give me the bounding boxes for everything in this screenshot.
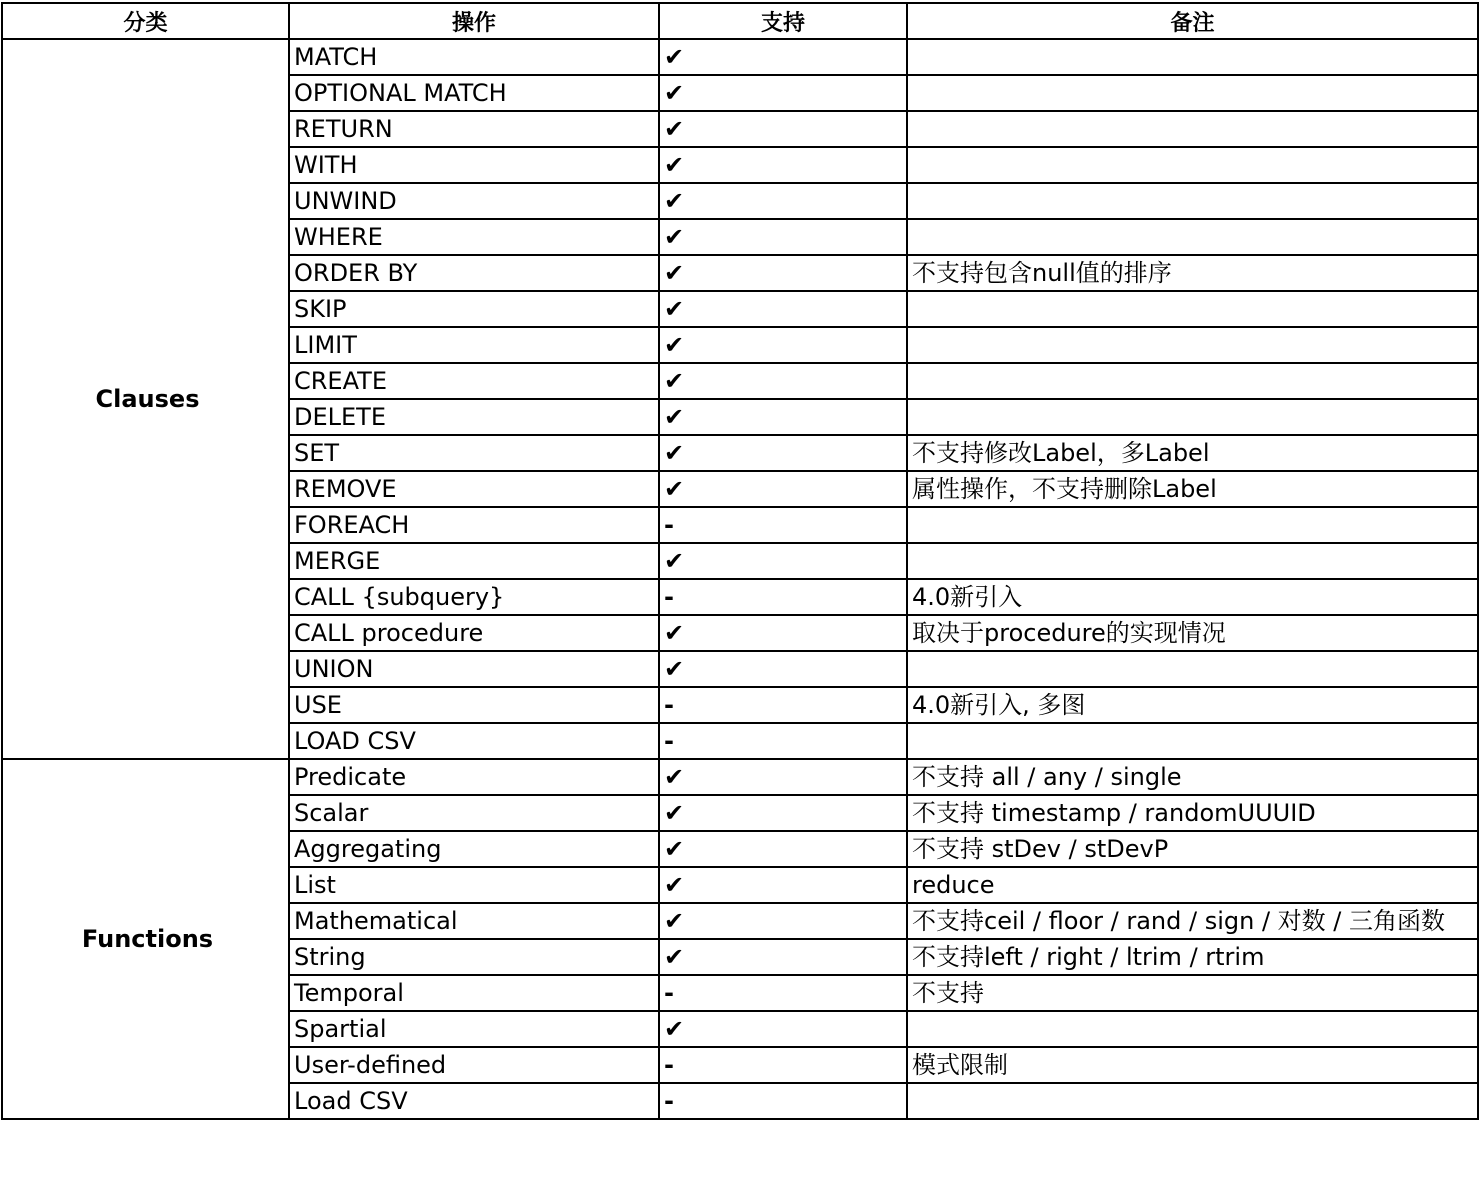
note-cell bbox=[907, 543, 1478, 579]
note-cell bbox=[907, 327, 1478, 363]
operation-cell: UNION bbox=[289, 651, 659, 687]
header-notes: 备注 bbox=[907, 3, 1478, 39]
header-category: 分类 bbox=[2, 3, 289, 39]
operation-cell: REMOVE bbox=[289, 471, 659, 507]
operation-cell: CALL procedure bbox=[289, 615, 659, 651]
note-cell bbox=[907, 75, 1478, 111]
operation-cell: Temporal bbox=[289, 975, 659, 1011]
note-cell bbox=[907, 507, 1478, 543]
table-row bbox=[2, 759, 1478, 795]
support-cell: ✔ bbox=[659, 939, 907, 975]
support-cell: ✔ bbox=[659, 255, 907, 291]
support-cell: ✔ bbox=[659, 471, 907, 507]
support-cell: ✔ bbox=[659, 399, 907, 435]
support-cell: ✔ bbox=[659, 111, 907, 147]
operation-cell: LOAD CSV bbox=[289, 723, 659, 759]
operation-cell: ORDER BY bbox=[289, 255, 659, 291]
operation-cell: SKIP bbox=[289, 291, 659, 327]
support-cell: ✔ bbox=[659, 651, 907, 687]
table-row bbox=[2, 39, 1478, 75]
note-cell bbox=[907, 723, 1478, 759]
note-cell bbox=[907, 219, 1478, 255]
support-cell: ✔ bbox=[659, 363, 907, 399]
category-cell: Functions bbox=[2, 759, 289, 1119]
support-cell: - bbox=[659, 507, 907, 543]
support-cell: - bbox=[659, 687, 907, 723]
support-cell: ✔ bbox=[659, 75, 907, 111]
category-cell: Clauses bbox=[2, 39, 289, 759]
operation-cell: CALL {subquery} bbox=[289, 579, 659, 615]
note-cell bbox=[907, 399, 1478, 435]
operation-cell: OPTIONAL MATCH bbox=[289, 75, 659, 111]
support-cell: ✔ bbox=[659, 327, 907, 363]
note-cell: 不支持修改Label，多Label bbox=[907, 435, 1478, 471]
note-cell bbox=[907, 183, 1478, 219]
operation-cell: Load CSV bbox=[289, 1083, 659, 1119]
note-cell bbox=[907, 39, 1478, 75]
operation-cell: User-defined bbox=[289, 1047, 659, 1083]
support-table bbox=[1, 2, 1479, 1120]
operation-cell: UNWIND bbox=[289, 183, 659, 219]
note-cell: 模式限制 bbox=[907, 1047, 1478, 1083]
support-cell: ✔ bbox=[659, 543, 907, 579]
note-cell: 4.0新引入, 多图 bbox=[907, 687, 1478, 723]
operation-cell: RETURN bbox=[289, 111, 659, 147]
support-cell: - bbox=[659, 1047, 907, 1083]
support-cell: ✔ bbox=[659, 759, 907, 795]
note-cell bbox=[907, 1083, 1478, 1119]
note-cell: 取决于procedure的实现情况 bbox=[907, 615, 1478, 651]
note-cell: 不支持 all / any / single bbox=[907, 759, 1478, 795]
operation-cell: LIMIT bbox=[289, 327, 659, 363]
support-cell: - bbox=[659, 579, 907, 615]
note-cell: 不支持包含null值的排序 bbox=[907, 255, 1478, 291]
operation-cell: List bbox=[289, 867, 659, 903]
note-cell bbox=[907, 651, 1478, 687]
operation-cell: Aggregating bbox=[289, 831, 659, 867]
support-cell: ✔ bbox=[659, 219, 907, 255]
support-cell: - bbox=[659, 975, 907, 1011]
support-cell: - bbox=[659, 1083, 907, 1119]
note-cell bbox=[907, 147, 1478, 183]
operation-cell: Spartial bbox=[289, 1011, 659, 1047]
operation-cell: WITH bbox=[289, 147, 659, 183]
header-row bbox=[2, 3, 1478, 39]
note-cell: 不支持 bbox=[907, 975, 1478, 1011]
operation-cell: WHERE bbox=[289, 219, 659, 255]
support-cell: ✔ bbox=[659, 435, 907, 471]
header-operation: 操作 bbox=[289, 3, 659, 39]
support-cell: ✔ bbox=[659, 615, 907, 651]
support-cell: ✔ bbox=[659, 831, 907, 867]
operation-cell: CREATE bbox=[289, 363, 659, 399]
operation-cell: Mathematical bbox=[289, 903, 659, 939]
note-cell bbox=[907, 111, 1478, 147]
operation-cell: Predicate bbox=[289, 759, 659, 795]
note-cell: 属性操作，不支持删除Label bbox=[907, 471, 1478, 507]
table-body bbox=[2, 39, 1478, 1119]
note-cell: 不支持left / right / ltrim / rtrim bbox=[907, 939, 1478, 975]
operation-cell: SET bbox=[289, 435, 659, 471]
support-cell: - bbox=[659, 723, 907, 759]
operation-cell: MATCH bbox=[289, 39, 659, 75]
support-cell: ✔ bbox=[659, 39, 907, 75]
support-cell: ✔ bbox=[659, 903, 907, 939]
operation-cell: USE bbox=[289, 687, 659, 723]
operation-cell: MERGE bbox=[289, 543, 659, 579]
note-cell bbox=[907, 291, 1478, 327]
operation-cell: FOREACH bbox=[289, 507, 659, 543]
operation-cell: String bbox=[289, 939, 659, 975]
operation-cell: DELETE bbox=[289, 399, 659, 435]
note-cell bbox=[907, 363, 1478, 399]
support-cell: ✔ bbox=[659, 867, 907, 903]
note-cell: 4.0新引入 bbox=[907, 579, 1478, 615]
support-cell: ✔ bbox=[659, 1011, 907, 1047]
support-cell: ✔ bbox=[659, 147, 907, 183]
support-cell: ✔ bbox=[659, 183, 907, 219]
support-cell: ✔ bbox=[659, 795, 907, 831]
support-cell: ✔ bbox=[659, 291, 907, 327]
header-support: 支持 bbox=[659, 3, 907, 39]
operation-cell: Scalar bbox=[289, 795, 659, 831]
note-cell: 不支持ceil / floor / rand / sign / 对数 / 三角函数 bbox=[907, 903, 1478, 939]
note-cell: reduce bbox=[907, 867, 1478, 903]
note-cell: 不支持 timestamp / randomUUUID bbox=[907, 795, 1478, 831]
note-cell: 不支持 stDev / stDevP bbox=[907, 831, 1478, 867]
note-cell bbox=[907, 1011, 1478, 1047]
